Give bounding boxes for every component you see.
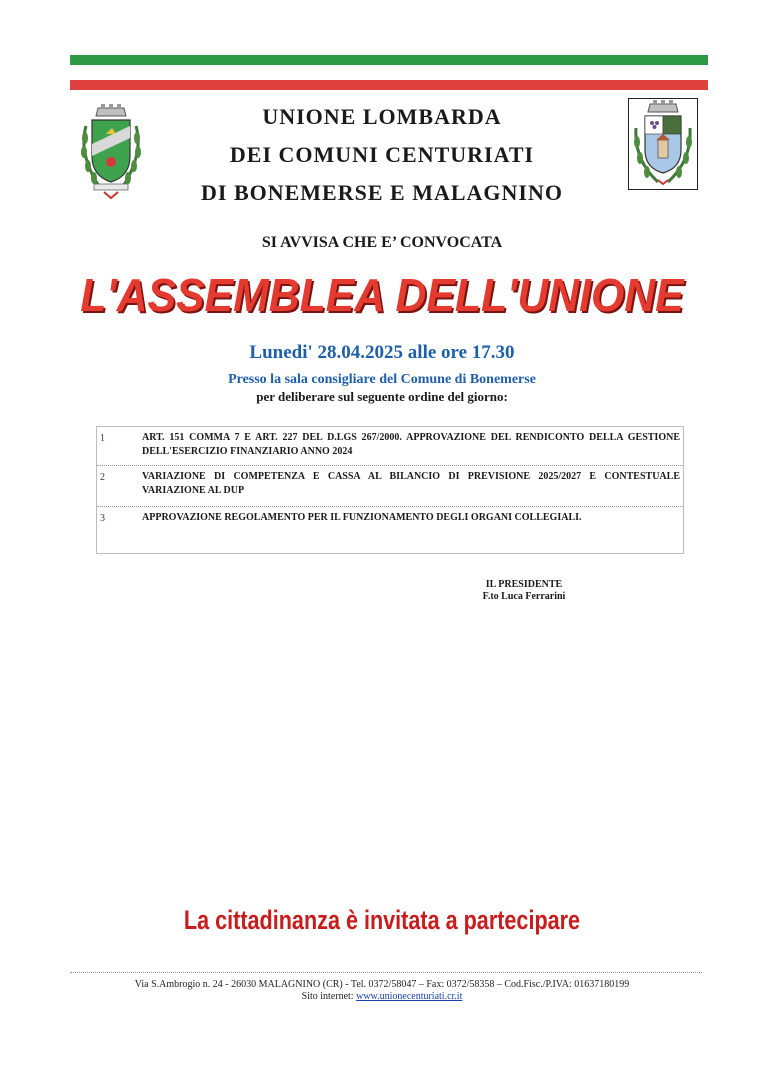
- footer-address: Via S.Ambrogio n. 24 - 26030 MALAGNINO (CR) - Tel. 0372/58047 – Fax: 0372/58358 – Cod.Fisc./P.IVA: 01637180199: [134, 979, 630, 990]
- top-green-stripe: [70, 55, 708, 65]
- footer-site-label: Sito internet:: [301, 991, 354, 1002]
- assembly-headline: L'ASSEMBLEA DELL'UNIONE: [80, 269, 684, 321]
- top-red-stripe: [70, 80, 708, 90]
- footer-site-link[interactable]: www.unionecenturiati.cr.it: [356, 991, 463, 1002]
- convocation-notice: SI AVVISA CHE E’ CONVOCATA: [261, 234, 503, 251]
- signature-block: [458, 579, 590, 603]
- header-title-line-1: UNIONE LOMBARDA: [262, 104, 502, 129]
- agenda-item-number: 2: [100, 472, 105, 483]
- signature-role: IL PRESIDENTE: [485, 579, 563, 590]
- agenda-item-text: APPROVAZIONE REGOLAMENTO PER IL FUNZIONAMENTO DEGLI ORGANI COLLEGIALI.: [142, 512, 582, 523]
- agenda-row: [97, 507, 683, 553]
- agenda-row: [97, 427, 683, 466]
- header-title-line-2: DEI COMUNI CENTURIATI: [229, 142, 535, 167]
- agenda-item-number: 3: [100, 513, 105, 524]
- signature-name: F.to Luca Ferrarini: [482, 591, 566, 602]
- footer-divider: [70, 972, 702, 973]
- footer: [0, 979, 764, 1003]
- footer-site-line: [0, 991, 764, 1003]
- agenda-item-text: VARIAZIONE DI COMPETENZA E CASSA AL BILANCIO DI PREVISIONE 2025/2027 E CONTESTUALE VARIAZIONE AL DUP: [142, 471, 680, 496]
- header-title-line-3: DI BONEMERSE E MALAGNINO: [201, 180, 563, 205]
- invitation-text: La cittadinanza è invitata a partecipare: [183, 905, 581, 935]
- meeting-purpose: per deliberare sul seguente ordine del giorno:: [256, 389, 508, 404]
- meeting-date-time: Lunedi' 28.04.2025 alle ore 17.30: [249, 342, 515, 363]
- agenda-table: [96, 426, 684, 554]
- agenda-row: [97, 466, 683, 507]
- agenda-item-text: ART. 151 COMMA 7 E ART. 227 DEL D.LGS 267/2000. APPROVAZIONE DEL RENDICONTO DELLA GESTIONE DELL'ESERCIZIO FINANZIARIO ANNO 2024: [142, 432, 680, 457]
- agenda-item-number: 1: [100, 433, 105, 444]
- meeting-venue: Presso la sala consigliare del Comune di Bonemerse: [228, 372, 536, 387]
